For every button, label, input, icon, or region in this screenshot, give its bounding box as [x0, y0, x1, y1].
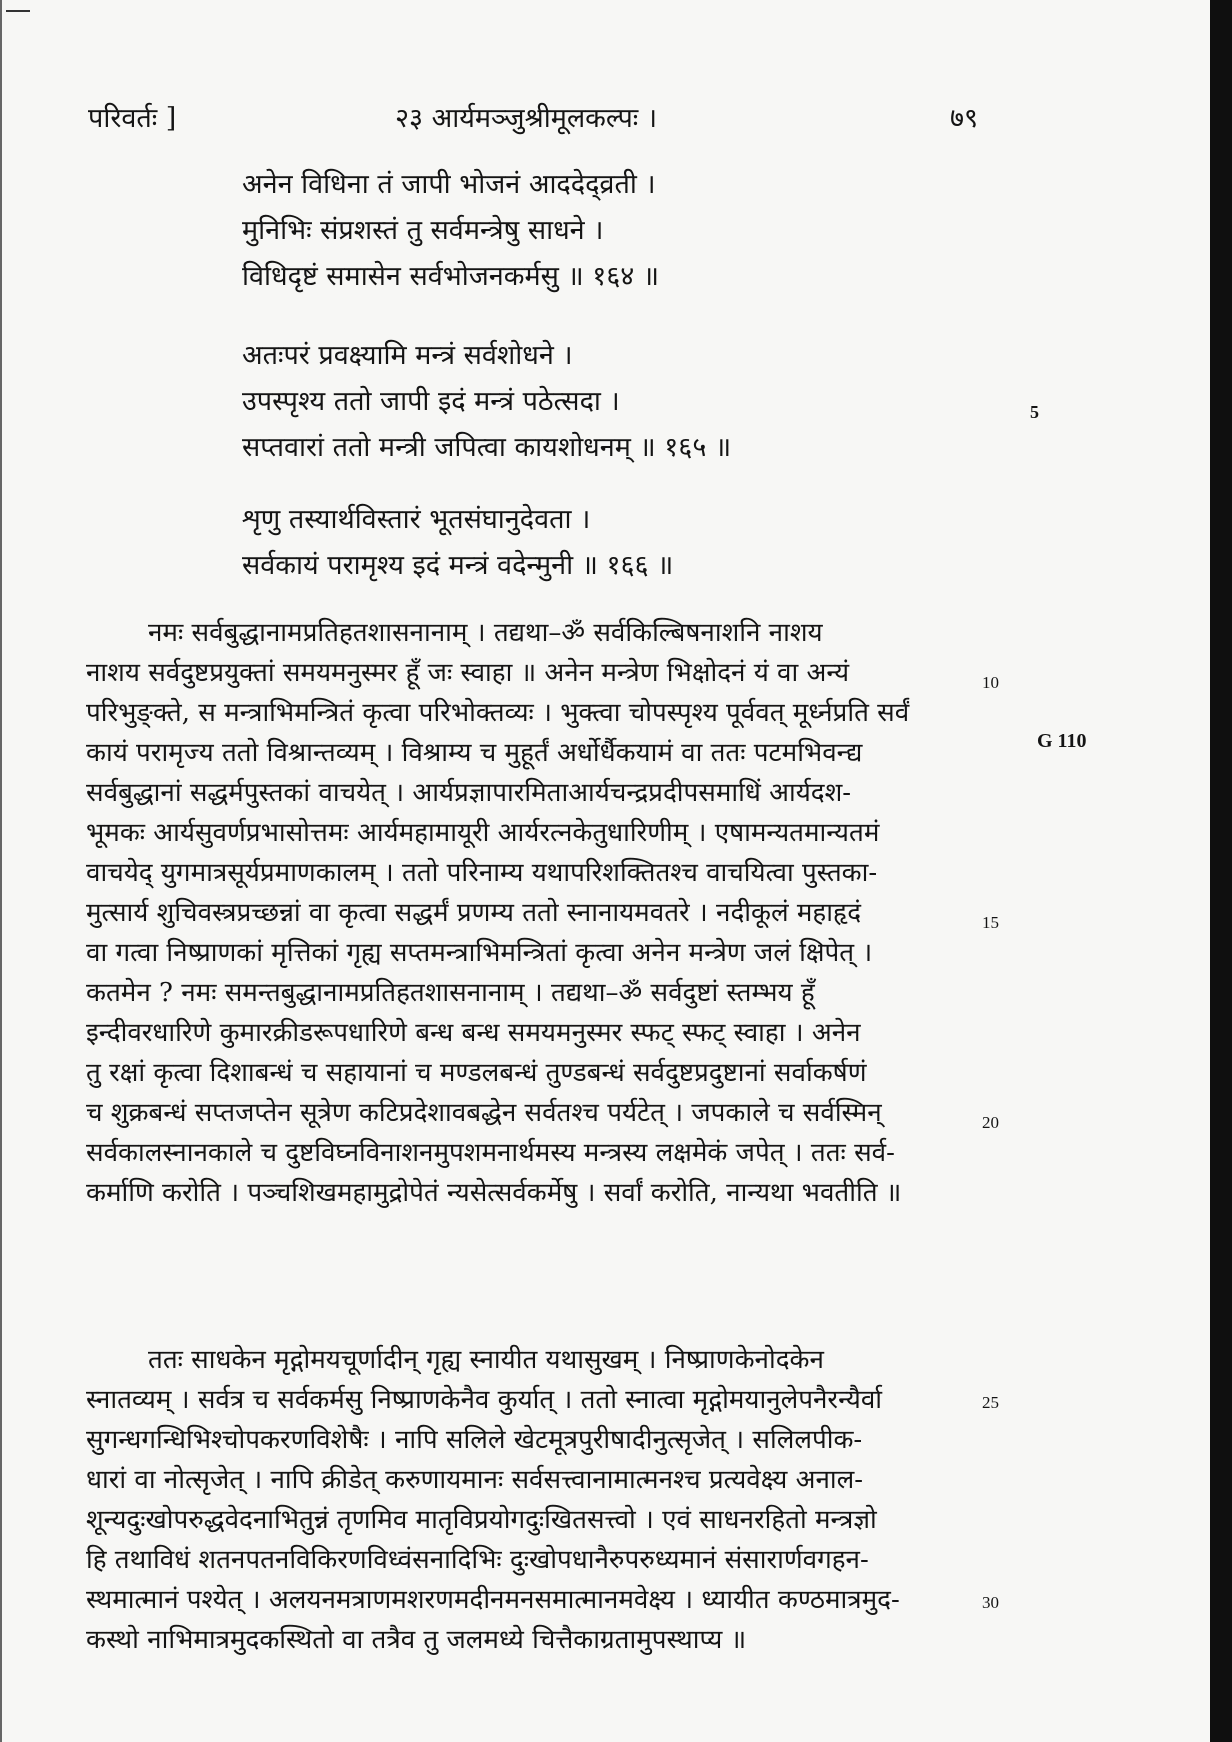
prose-line: हि तथाविधं शतनपतनविकिरणविध्वंसनादिभिः दुःखोपधानैरुपरुध्यमानं संसारार्णवगहन- — [86, 1545, 869, 1575]
line-number-30: 30 — [982, 1593, 999, 1612]
prose-paragraph-1 — [86, 613, 909, 1213]
prose-line: कर्माणि करोति । पञ्चशिखमहामुद्रोपेतं न्यसेत्सर्वकर्मेषु । सर्वां करोति, नान्यथा भवतीति ॥ — [86, 1178, 902, 1208]
line-number-10: 10 — [982, 673, 999, 692]
line-number-25: 25 — [982, 1393, 999, 1412]
prose-line: स्थमात्मानं पश्येत् । अलयनमत्राणमशरणमदीनमनसमात्मानमवेक्ष्य । ध्यायीत कण्ठमात्रमुद- — [86, 1585, 900, 1615]
prose-line: वाचयेद् युगमात्रसूर्यप्रमाणकालम् । ततो परिनाम्य यथापरिशक्तितश्च वाचयित्वा पुस्तका- — [86, 858, 878, 888]
verse-line: सर्वकायं परामृश्य इदं मन्त्रं वदेन्मुनी ॥ १६६ ॥ — [242, 550, 674, 581]
prose-line: सुगन्धगन्धिभिश्चोपकरणविशेषैः । नापि सलिले खेटमूत्रपुरीषादीनुत्सृजेत् । सलिलपीक- — [86, 1425, 863, 1455]
verse-line: शृणु तस्यार्थविस्तारं भूतसंघानुदेवता । — [242, 504, 591, 535]
prose-line: नाशय सर्वदुष्टप्रयुक्तां समयमनुस्मर हूँ जः स्वाहा ॥ अनेन मन्त्रेण भिक्षोदनं यं वा अन्यं — [86, 658, 850, 688]
prose-line: कस्थो नाभिमात्रमुदकस्थितो वा तत्रैव तु जलमध्ये चित्तैकाग्रतामुपस्थाप्य ॥ — [86, 1625, 747, 1655]
line-number-20: 20 — [982, 1113, 999, 1132]
prose-line: तु रक्षां कृत्वा दिशाबन्धं च सहायानां च मण्डलबन्धं तुण्डबन्धं सर्वदुष्टप्रदुष्टानां सर्वाकर्षणं — [86, 1058, 867, 1088]
verse-166 — [242, 497, 673, 589]
prose-line: कायं परामृज्य ततो विश्रान्तव्यम् । विश्राम्य च मुहूर्तं अर्धोर्धैकयामं वा ततः पटमभिवन्द्य — [86, 738, 863, 768]
margin-line-number-5: 5 — [1030, 402, 1039, 422]
prose-line: च शुक्रबन्धं सप्तजप्तेन सूत्रेण कटिप्रदेशावबद्धेन सर्वतश्च पर्यटेत् । जपकाले च सर्वस्मिन् — [86, 1098, 882, 1128]
prose-line: नमः सर्वबुद्धानामप्रतिहतशासनानाम् । तद्यथा–ॐ सर्वकिल्बिषनाशनि नाशय — [148, 618, 823, 648]
corner-mark — [6, 10, 30, 12]
prose-line: वा गत्वा निष्प्राणकां मृत्तिकां गृह्य सप्तमन्त्राभिमन्त्रितां कृत्वा अनेन मन्त्रेण जलं क्षिपेत् । — [86, 938, 873, 968]
prose-line: मुत्सार्य शुचिवस्त्रप्रच्छन्नां वा कृत्वा सद्धर्मं प्रणम्य ततो स्नानायमवतरे । नदीकूलं महाहृदं — [86, 898, 862, 928]
prose-line: ततः साधकेन मृद्गोमयचूर्णादीन् गृह्य स्नायीत यथासुखम् । निष्प्राणकेनोदकेन — [148, 1345, 824, 1375]
prose-line: स्नातव्यम् । सर्वत्र च सर्वकर्मसु निष्प्राणकेनैव कुर्यात् । ततो स्नात्वा मृद्गोमयानुलेपनैरन्यैर्वा — [86, 1385, 883, 1415]
running-title: २३ आर्यमञ्जुश्रीमूलकल्पः । — [395, 103, 658, 134]
prose-line: परिभुङ्क्ते, स मन्त्राभिमन्त्रितं कृत्वा परिभोक्तव्यः । भुक्त्वा चोपस्पृश्य पूर्ववत् मूर्ध्नप्रति सर्वं — [86, 698, 910, 728]
verse-line: मुनिभिः संप्रशस्तं तु सर्वमन्त्रेषु साधने । — [242, 215, 604, 246]
verse-line: विधिदृष्टं समासेन सर्वभोजनकर्मसु ॥ १६४ ॥ — [242, 261, 660, 292]
verse-line: उपस्पृश्य ततो जापी इदं मन्त्रं पठेत्सदा । — [242, 386, 620, 417]
verse-line: अतःपरं प्रवक्ष्यामि मन्त्रं सर्वशोधने । — [242, 340, 573, 371]
prose-line: सर्वकालस्नानकाले च दुष्टविघ्नविनाशनमुपशमनार्थमस्य मन्त्रस्य लक्षमेकं जपेत् । ततः सर्व- — [86, 1138, 895, 1168]
chapter-label: परिवर्तः ] — [88, 103, 177, 134]
prose-line: इन्दीवरधारिणे कुमारक्रीडरूपधारिणे बन्ध बन्ध समयमनुस्मर स्फट् स्फट् स्वाहा । अनेन — [86, 1018, 861, 1048]
prose-line: शून्यदुःखोपरुद्धवेदनाभितुन्नं तृणमिव मातृविप्रयोगदुःखितसत्त्वो । एवं साधनरहितो मन्त्रज्ञो — [86, 1505, 877, 1535]
verse-164 — [242, 162, 659, 300]
page-number: ७९ — [950, 103, 979, 134]
verse-line: अनेन विधिना तं जापी भोजनं आददेद्व्रती । — [242, 169, 656, 200]
prose-paragraph-2 — [86, 1340, 900, 1660]
line-number-15: 15 — [982, 913, 999, 932]
verse-line: सप्तवारां ततो मन्त्री जपित्वा कायशोधनम् ॥ १६५ ॥ — [242, 432, 732, 463]
margin-g-reference: G 110 — [1037, 730, 1087, 752]
page-left-edge — [0, 0, 2, 1742]
prose-line: भूमकः आर्यसुवर्णप्रभासोत्तमः आर्यमहामायूरी आर्यरत्नकेतुधारिणीम् । एषामन्यतमान्यतमं — [86, 818, 880, 848]
page-right-edge — [1210, 0, 1232, 1742]
prose-line: कतमेन ? नमः समन्तबुद्धानामप्रतिहतशासनानाम् । तद्यथा–ॐ सर्वदुष्टां स्तम्भय हूँ — [86, 978, 815, 1008]
verse-165 — [242, 333, 731, 471]
prose-line: धारां वा नोत्सृजेत् । नापि क्रीडेत् करुणायमानः सर्वसत्त्वानामात्मनश्च प्रत्यवेक्ष्य अनाल- — [86, 1465, 864, 1495]
prose-line: सर्वबुद्धानां सद्धर्मपुस्तकां वाचयेत् । आर्यप्रज्ञापारमिताआर्यचन्द्रप्रदीपसमाधिं आर्यदश- — [86, 778, 852, 808]
